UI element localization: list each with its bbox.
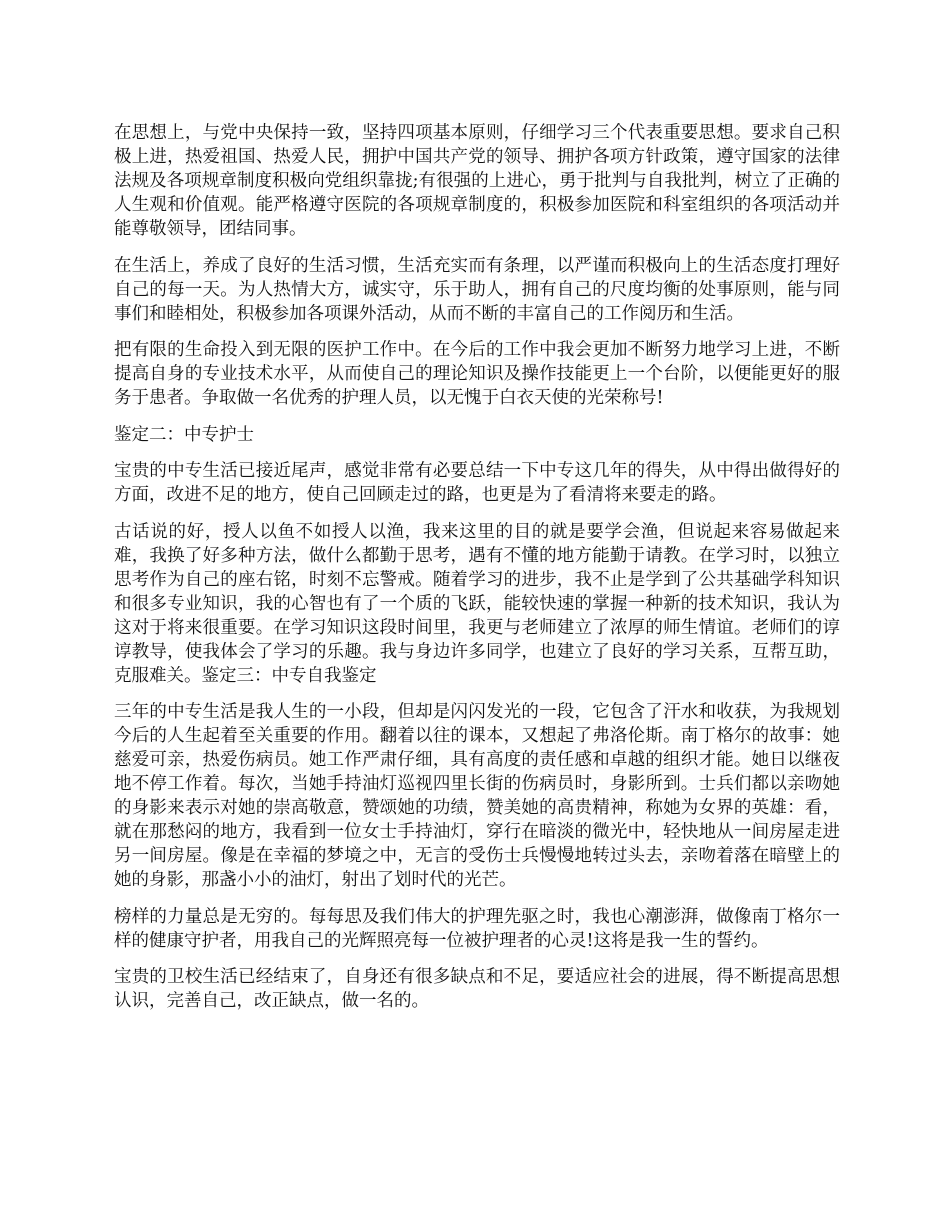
paragraph-ideology: 在思想上，与党中央保持一致，坚持四项基本原则，仔细学习三个代表重要思想。要求自己积极上进，热爱祖国、热爱人民，拥护中国共产党的领导、拥护各项方针政策，遵守国家的法律法规及各项规章制度积极向党组织靠拢;有很强的上进心，勇于批判与自我批判，树立了正确的人生观和价值观。能严格遵守医院的各项规章制度的，积极参加医院和科室组织的各项活动并能尊敬领导，团结同事。 bbox=[114, 123, 840, 239]
paragraph-life: 在生活上，养成了良好的生活习惯，生活充实而有条理，以严谨而积极向上的生活态度打理好自己的每一天。为人热情大方，诚实守，乐于助人，拥有自己的尺度均衡的处事原则，能与同事们和睦相处，积极参加各项课外活动，从而不断的丰富自己的工作阅历和生活。 bbox=[114, 255, 840, 324]
paragraph-study: 古话说的好，授人以鱼不如授人以渔，我来这里的目的就是要学会渔，但说起来容易做起来难，我换了好多种方法，做什么都勤于思考，遇有不懂的地方能勤于请教。在学习时，以独立思考作为自己的座右铭，时刻不忘警戒。随着学习的进步，我不止是学到了公共基础学科知识和很多专业知识，我的心智也有了一个质的飞跃，能较快速的掌握一种新的技术知识，我认为这对于将来很重要。在学习知识这段时间里，我更与老师建立了浓厚的师生情谊。老师们的谆谆教导，使我体会了学习的乐趣。我与身边许多同学，也建立了良好的学习关系，互帮互助，克服难关。鉴定三：中专自我鉴定 bbox=[114, 521, 840, 686]
paragraph-closing: 宝贵的卫校生活已经结束了，自身还有很多缺点和不足，要适应社会的进展，得不断提高思想认识，完善自己，改正缺点，做一名的。 bbox=[114, 967, 840, 1011]
section-heading: 鉴定二：中专护士 bbox=[114, 424, 254, 445]
paragraph-role-model: 榜样的力量总是无穷的。每每思及我们伟大的护理先驱之时，我也心潮澎湃，做像南丁格尔一样的健康守护者，用我自己的光辉照亮每一位被护理者的心灵!这将是我一生的誓约。 bbox=[114, 906, 840, 951]
paragraph-career-goal: 把有限的生命投入到无限的医护工作中。在今后的工作中我会更加不断努力地学习上进，不断提高自身的专业技术水平，从而使自己的理论知识及操作技能更上一个台阶，以便能更好的服务于患者。争取做一名优秀的护理人员，以无愧于白衣天使的光荣称号! bbox=[114, 340, 840, 408]
paragraph-summary-intro: 宝贵的中专生活已接近尾声，感觉非常有必要总结一下中专这几年的得失，从中得出做得好的方面，改进不足的地方，使自己回顾走过的路，也更是为了看清将来要走的路。 bbox=[114, 461, 840, 505]
paragraph-nightingale: 三年的中专生活是我人生的一小段，但却是闪闪发光的一段，它包含了汗水和收获，为我规划今后的人生起着至关重要的作用。翻着以往的课本，又想起了弗洛伦斯。南丁格尔的故事：她慈爱可亲，热爱伤病员。她工作严肃仔细，具有高度的责任感和卓越的组织才能。她日以继夜地不停工作着。每次，当她手持油灯巡视四里长街的伤病员时，身影所到。士兵们都以亲吻她的身影来表示对她的崇高敬意，赞颂她的功绩，赞美她的高贵精神，称她为女界的英雄：看，就在那愁闷的地方，我看到一位女士手持油灯，穿行在暗淡的微光中，轻快地从一间房屋走进另一间房屋。像是在幸福的梦境之中，无言的受伤士兵慢慢地转过头去，亲吻着落在暗壁上的她的身影，那盏小小的油灯，射出了划时代的光芒。 bbox=[114, 702, 840, 890]
document-body bbox=[114, 121, 840, 1026]
